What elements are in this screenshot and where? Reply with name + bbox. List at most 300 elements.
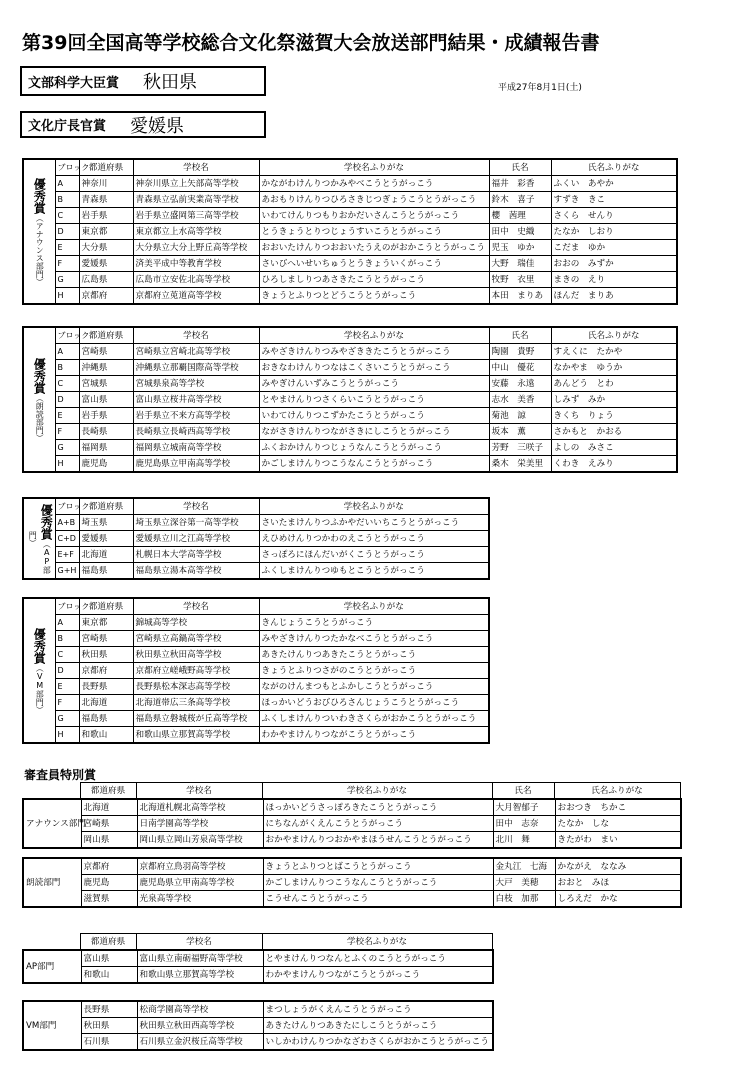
person-name-cell: 児玉 ゆか xyxy=(489,240,551,256)
column-header: ブロック xyxy=(55,598,79,615)
school-cell: 岡山県立岡山芳泉高等学校 xyxy=(137,832,263,849)
column-header: 氏名ふりがな xyxy=(554,783,680,799)
school-furigana-cell: まつしょうがくえんこうとうがっこう xyxy=(263,1001,493,1018)
prefecture-cell: 愛媛県 xyxy=(79,531,133,547)
prefecture-cell: 宮崎県 xyxy=(79,344,133,360)
prefecture-cell: 北海道 xyxy=(79,547,133,563)
group-label-cell: AP部門 xyxy=(23,950,81,983)
person-furigana-cell: きくち りょう xyxy=(551,408,677,424)
school-cell: 富山県立南砺福野高等学校 xyxy=(137,950,263,967)
person-furigana-cell: しみず みか xyxy=(551,392,677,408)
school-furigana-cell: ほっかいどうさっぽろきたこうとうがっこう xyxy=(263,799,493,816)
table-row xyxy=(23,376,677,392)
prefecture-cell: 鹿児島 xyxy=(79,456,133,473)
block-cell: H xyxy=(55,727,79,744)
prefecture-cell: 東京都 xyxy=(79,224,133,240)
prefecture-cell: 沖縄県 xyxy=(79,360,133,376)
table-header-row xyxy=(23,598,489,615)
section-label-sub: （アナウンス部門） xyxy=(35,213,45,286)
group-label-cell: 朗読部門 xyxy=(23,858,81,907)
person-furigana-cell: たなか しおり xyxy=(551,224,677,240)
award-box-monbu xyxy=(20,66,266,96)
section-label-main: 優秀賞 xyxy=(32,357,47,394)
special-group-table xyxy=(22,1000,494,1051)
table-row xyxy=(23,563,489,580)
table-header-row xyxy=(22,934,492,950)
award-winner: 愛媛県 xyxy=(130,115,185,137)
table-row xyxy=(23,950,493,967)
group-label-cell: VM部門 xyxy=(23,1001,81,1050)
column-header: 氏名 xyxy=(489,159,551,176)
column-header: 学校名 xyxy=(136,783,262,799)
award-winner: 秋田県 xyxy=(143,72,198,93)
school-furigana-cell: あおもりけんりつひろさきじつぎょうこうとうがっこう xyxy=(259,192,489,208)
school-cell: 鹿児島県立甲南高等学校 xyxy=(133,456,259,473)
person-name-cell: 芳野 三咲子 xyxy=(489,440,551,456)
section-label xyxy=(32,358,46,442)
block-cell: C xyxy=(55,208,79,224)
school-cell: 和歌山県立那賀高等学校 xyxy=(133,727,259,744)
school-cell: 愛媛県立川之江高等学校 xyxy=(133,531,259,547)
school-furigana-cell: みやぎけんいずみこうとうがっこう xyxy=(259,376,489,392)
award-box-bunka xyxy=(20,111,266,138)
prefecture-cell: 秋田県 xyxy=(79,647,133,663)
prefecture-cell: 宮城県 xyxy=(79,376,133,392)
prefecture-cell: 福島県 xyxy=(79,711,133,727)
table-row xyxy=(23,647,489,663)
table-row xyxy=(23,515,489,531)
prefecture-cell: 鹿児島 xyxy=(81,875,137,891)
prefecture-cell: 愛媛県 xyxy=(79,256,133,272)
school-cell: 福岡県立城南高等学校 xyxy=(133,440,259,456)
column-header: 学校名ふりがな xyxy=(262,934,492,950)
table-row xyxy=(23,858,681,875)
school-furigana-cell: ふくおかけんりつじょうなんこうとうがっこう xyxy=(259,440,489,456)
column-header: 学校名 xyxy=(133,498,259,515)
table-row xyxy=(23,272,677,288)
results-table xyxy=(22,326,678,473)
prefecture-cell: 京都府 xyxy=(79,663,133,679)
school-cell: 和歌山県立那賀高等学校 xyxy=(137,967,263,984)
school-furigana-cell: きょうとふりつとどうこうとうがっこう xyxy=(259,288,489,305)
person-name-cell: 櫻 茜理 xyxy=(489,208,551,224)
column-header: ブロック xyxy=(55,498,79,515)
person-furigana-cell: ふくい あやか xyxy=(551,176,677,192)
school-furigana-cell: みやざきけんりつみやざききたこうとうがっこう xyxy=(259,344,489,360)
school-cell: 大分県立大分上野丘高等学校 xyxy=(133,240,259,256)
school-cell: 京都府立嵯峨野高等学校 xyxy=(133,663,259,679)
school-furigana-cell: かごしまけんりつこうなんこうとうがっこう xyxy=(259,456,489,473)
school-furigana-cell: えひめけんりつかわのえこうとうがっこう xyxy=(259,531,489,547)
table-row xyxy=(23,631,489,647)
block-cell: F xyxy=(55,256,79,272)
table-row xyxy=(23,875,681,891)
school-furigana-cell: おおいたけんりつおおいたうえのがおかこうとうがっこう xyxy=(259,240,489,256)
school-furigana-cell: ふくしまけんりついわきさくらがおかこうとうがっこう xyxy=(259,711,489,727)
column-header: 学校名ふりがな xyxy=(259,327,489,344)
person-name-cell: 鈴木 喜子 xyxy=(489,192,551,208)
prefecture-cell: 京都府 xyxy=(79,288,133,305)
table-row xyxy=(23,240,677,256)
column-header: 学校名ふりがな xyxy=(259,159,489,176)
column-header: 都道府県 xyxy=(79,498,133,515)
prefecture-cell: 埼玉県 xyxy=(79,515,133,531)
table-row xyxy=(23,663,489,679)
prefecture-cell: 長野県 xyxy=(79,679,133,695)
school-furigana-cell: みやざきけんりつたかなべこうとうがっこう xyxy=(259,631,489,647)
school-cell: 沖縄県立那覇国際高等学校 xyxy=(133,360,259,376)
special-group-table xyxy=(22,949,494,984)
school-cell: 長崎県立長崎西高等学校 xyxy=(133,424,259,440)
special-group-table xyxy=(22,798,682,849)
prefecture-cell: 富山県 xyxy=(79,392,133,408)
table-header-row xyxy=(23,498,489,515)
prefecture-cell: 宮崎県 xyxy=(81,816,137,832)
prefecture-cell: 滋賀県 xyxy=(81,891,137,908)
column-header: 氏名 xyxy=(489,327,551,344)
school-cell: 埼玉県立深谷第一高等学校 xyxy=(133,515,259,531)
block-cell: C xyxy=(55,376,79,392)
school-cell: 福島県立湯本高等学校 xyxy=(133,563,259,580)
school-cell: 岩手県立不来方高等学校 xyxy=(133,408,259,424)
table-header-row xyxy=(22,783,680,799)
school-furigana-cell: おきなわけんりつなはこくさいこうとうがっこう xyxy=(259,360,489,376)
table-row xyxy=(23,799,681,816)
table-row xyxy=(23,408,677,424)
prefecture-cell: 岩手県 xyxy=(79,408,133,424)
school-cell: 宮崎県立高鍋高等学校 xyxy=(133,631,259,647)
school-cell: 宮城県泉高等学校 xyxy=(133,376,259,392)
table-row xyxy=(23,424,677,440)
school-cell: 錦城高等学校 xyxy=(133,615,259,631)
column-header: 都道府県 xyxy=(79,598,133,615)
person-furigana-cell: あんどう とわ xyxy=(551,376,677,392)
school-furigana-cell: きんじょうこうとうがっこう xyxy=(259,615,489,631)
block-cell: H xyxy=(55,456,79,473)
person-furigana-cell: さくら せんり xyxy=(551,208,677,224)
table-row xyxy=(23,1001,493,1018)
table-row xyxy=(23,288,677,305)
block-cell: B xyxy=(55,360,79,376)
person-name-cell: 田中 史織 xyxy=(489,224,551,240)
person-furigana-cell: ほんだ まりあ xyxy=(551,288,677,305)
school-furigana-cell: にちなんがくえんこうとうがっこう xyxy=(263,816,493,832)
school-furigana-cell: ながさきけんりつながさきにしこうとうがっこう xyxy=(259,424,489,440)
special-header-table xyxy=(22,933,493,950)
block-cell: B xyxy=(55,192,79,208)
school-cell: 北海道帯広三条高等学校 xyxy=(133,695,259,711)
block-cell: D xyxy=(55,392,79,408)
results-table xyxy=(22,597,490,744)
column-header: ブロック xyxy=(55,159,79,176)
person-name-cell: 北川 舞 xyxy=(493,832,555,849)
person-name-cell: 大月智郁子 xyxy=(493,799,555,816)
school-cell: 青森県立弘前実業高等学校 xyxy=(133,192,259,208)
prefecture-cell: 東京都 xyxy=(79,615,133,631)
award-name: 文化庁長官賞 xyxy=(28,119,107,134)
block-cell: D xyxy=(55,224,79,240)
report-date: 平成27年8月1日(土) xyxy=(498,83,582,93)
table-row xyxy=(23,344,677,360)
person-name-cell: 志水 美香 xyxy=(489,392,551,408)
person-furigana-cell: なかやま ゆうか xyxy=(551,360,677,376)
table-row xyxy=(23,256,677,272)
school-cell: 岩手県立盛岡第三高等学校 xyxy=(133,208,259,224)
person-name-cell: 陶園 貴野 xyxy=(489,344,551,360)
person-name-cell: 大野 瑞佳 xyxy=(489,256,551,272)
school-furigana-cell: ふくしまけんりつゆもとこうとうがっこう xyxy=(259,563,489,580)
section-label-cell xyxy=(23,159,55,304)
school-furigana-cell: わかやまけんりつながこうとうがっこう xyxy=(263,967,493,984)
section-label xyxy=(32,628,46,714)
person-furigana-cell: よしの みさこ xyxy=(551,440,677,456)
person-furigana-cell: まきの えり xyxy=(551,272,677,288)
person-name-cell: 安藤 永遠 xyxy=(489,376,551,392)
table-row xyxy=(23,695,489,711)
section-label-main: 優秀賞 xyxy=(32,177,47,214)
group-label-cell: アナウンス部門 xyxy=(23,799,81,848)
table-header-row xyxy=(23,327,677,344)
prefecture-cell: 北海道 xyxy=(79,695,133,711)
school-cell: 秋田県立秋田高等学校 xyxy=(133,647,259,663)
school-cell: 神奈川県立上矢部高等学校 xyxy=(133,176,259,192)
school-furigana-cell: きょうとふりつとばこうとうがっこう xyxy=(263,858,493,875)
school-cell: 光泉高等学校 xyxy=(137,891,263,908)
block-cell: G xyxy=(55,711,79,727)
column-header: 学校名ふりがな xyxy=(262,783,492,799)
special-award-title: 審査員特別賞 xyxy=(24,768,97,782)
block-cell: E+F xyxy=(55,547,79,563)
school-furigana-cell: ほっかいどうおびひろさんじょうこうとうがっこう xyxy=(259,695,489,711)
page-title: 第39回全国高等学校総合文化祭滋賀大会放送部門結果・成績報告書 xyxy=(22,32,600,54)
section-label-cell xyxy=(23,498,55,579)
column-header: 学校名 xyxy=(133,159,259,176)
person-name-cell: 菊池 諒 xyxy=(489,408,551,424)
table-row xyxy=(23,1034,493,1051)
award-name: 文部科学大臣賞 xyxy=(28,75,120,91)
prefecture-cell: 大分県 xyxy=(79,240,133,256)
prefecture-cell: 宮崎県 xyxy=(79,631,133,647)
results-table xyxy=(22,158,678,305)
block-cell: E xyxy=(55,408,79,424)
person-name-cell: 坂本 薫 xyxy=(489,424,551,440)
column-header: 学校名ふりがな xyxy=(259,598,489,615)
person-name-cell: 福井 彩香 xyxy=(489,176,551,192)
prefecture-cell: 秋田県 xyxy=(81,1018,137,1034)
school-furigana-cell: おかやまけんりつおかやまほうせんこうとうがっこう xyxy=(263,832,493,849)
table-row xyxy=(23,176,677,192)
special-group-table xyxy=(22,857,682,908)
block-cell: C xyxy=(55,647,79,663)
section-label xyxy=(32,178,46,286)
section-label-cell xyxy=(23,327,55,472)
school-furigana-cell: ながのけんまつもとふかしこうとうがっこう xyxy=(259,679,489,695)
school-furigana-cell: かごしまけんりつこうなんこうとうがっこう xyxy=(263,875,493,891)
school-cell: 北海道札幌北高等学校 xyxy=(137,799,263,816)
person-furigana-cell: おおつき ちかこ xyxy=(555,799,681,816)
person-name-cell: 白枝 加那 xyxy=(493,891,555,908)
table-row xyxy=(23,891,681,908)
school-furigana-cell: とうきょうとりつじょうすいこうとうがっこう xyxy=(259,224,489,240)
school-furigana-cell: わかやまけんりつながこうとうがっこう xyxy=(259,727,489,744)
school-furigana-cell: あきたけんりつあきたにしこうとうがっこう xyxy=(263,1018,493,1034)
block-cell: E xyxy=(55,240,79,256)
school-cell: 秋田県立秋田西高等学校 xyxy=(137,1018,263,1034)
school-cell: 石川県立金沢桜丘高等学校 xyxy=(137,1034,263,1051)
table-row xyxy=(23,967,493,984)
block-cell: D xyxy=(55,663,79,679)
block-cell: E xyxy=(55,679,79,695)
column-header: 氏名ふりがな xyxy=(551,327,677,344)
table-row xyxy=(23,208,677,224)
section-label-main: 優秀賞 xyxy=(39,503,54,540)
column-header: 都道府県 xyxy=(80,783,136,799)
prefecture-cell: 和歌山 xyxy=(81,967,137,984)
table-row xyxy=(23,456,677,473)
person-furigana-cell: おおの みずか xyxy=(551,256,677,272)
prefecture-cell: 京都府 xyxy=(81,858,137,875)
school-cell: 松商学園高等学校 xyxy=(137,1001,263,1018)
table-row xyxy=(23,224,677,240)
person-furigana-cell: こだま ゆか xyxy=(551,240,677,256)
column-header: 氏名ふりがな xyxy=(551,159,677,176)
block-cell: G xyxy=(55,440,79,456)
person-name-cell: 桑木 栄美里 xyxy=(489,456,551,473)
column-header: 都道府県 xyxy=(79,159,133,176)
school-cell: 京都府立莵道高等学校 xyxy=(133,288,259,305)
results-table xyxy=(22,497,490,580)
school-furigana-cell: ひろしましりつあさきたこうとうがっこう xyxy=(259,272,489,288)
prefecture-cell: 神奈川 xyxy=(79,176,133,192)
column-header: ブロック xyxy=(55,327,79,344)
school-cell: 札幌日本大学高等学校 xyxy=(133,547,259,563)
person-furigana-cell: すずき きこ xyxy=(551,192,677,208)
school-furigana-cell: いわてけんりつもりおかだいさんこうとうがっこう xyxy=(259,208,489,224)
table-row xyxy=(23,832,681,849)
person-name-cell: 大戸 美穂 xyxy=(493,875,555,891)
school-cell: 鹿児島県立甲南高等学校 xyxy=(137,875,263,891)
school-cell: 日南学園高等学校 xyxy=(137,816,263,832)
table-row xyxy=(23,547,489,563)
school-cell: 福島県立磐城桜が丘高等学校 xyxy=(133,711,259,727)
section-label-sub: （AP部門） xyxy=(28,530,52,574)
table-row xyxy=(23,679,489,695)
prefecture-cell: 岡山県 xyxy=(81,832,137,849)
column-header: 学校名 xyxy=(136,934,262,950)
column-header: 氏名 xyxy=(492,783,554,799)
prefecture-cell: 福島県 xyxy=(79,563,133,580)
block-cell: F xyxy=(55,695,79,711)
table-row xyxy=(23,615,489,631)
person-name-cell: 金丸江 七海 xyxy=(493,858,555,875)
block-cell: A+B xyxy=(55,515,79,531)
column-header: 学校名 xyxy=(133,327,259,344)
table-header-row xyxy=(23,159,677,176)
table-row xyxy=(23,727,489,744)
prefecture-cell: 石川県 xyxy=(81,1034,137,1051)
school-furigana-cell: かながわけんりつかみやべこうとうがっこう xyxy=(259,176,489,192)
column-header: 都道府県 xyxy=(80,934,136,950)
person-name-cell: 本田 まりあ xyxy=(489,288,551,305)
block-cell: A xyxy=(55,344,79,360)
school-furigana-cell: あきたけんりつあきたこうとうがっこう xyxy=(259,647,489,663)
column-header: 学校名 xyxy=(133,598,259,615)
person-furigana-cell: たなか しな xyxy=(555,816,681,832)
person-name-cell: 中山 優花 xyxy=(489,360,551,376)
person-furigana-cell: すえくに たかや xyxy=(551,344,677,360)
table-row xyxy=(23,440,677,456)
person-furigana-cell: さかもと かおる xyxy=(551,424,677,440)
block-cell: G+H xyxy=(55,563,79,580)
school-furigana-cell: いしかわけんりつかなざわさくらがおかこうとうがっこう xyxy=(263,1034,493,1051)
school-cell: 京都府立鳥羽高等学校 xyxy=(137,858,263,875)
school-furigana-cell: とやまけんりつさくらいこうとうがっこう xyxy=(259,392,489,408)
school-cell: 東京都立上水高等学校 xyxy=(133,224,259,240)
block-cell: G xyxy=(55,272,79,288)
person-furigana-cell: おおと みほ xyxy=(555,875,681,891)
school-cell: 広島市立安佐北高等学校 xyxy=(133,272,259,288)
section-label xyxy=(25,499,53,578)
school-furigana-cell: さいたまけんりつふかやだいいちこうとうがっこう xyxy=(259,515,489,531)
prefecture-cell: 広島県 xyxy=(79,272,133,288)
prefecture-cell: 長崎県 xyxy=(79,424,133,440)
person-name-cell: 田中 志奈 xyxy=(493,816,555,832)
prefecture-cell: 岩手県 xyxy=(79,208,133,224)
school-cell: 長野県松本深志高等学校 xyxy=(133,679,259,695)
person-furigana-cell: くわき えみり xyxy=(551,456,677,473)
prefecture-cell: 長野県 xyxy=(81,1001,137,1018)
section-label-cell xyxy=(23,598,55,743)
table-row xyxy=(23,192,677,208)
table-row xyxy=(23,392,677,408)
prefecture-cell: 青森県 xyxy=(79,192,133,208)
school-cell: 宮崎県立宮崎北高等学校 xyxy=(133,344,259,360)
prefecture-cell: 北海道 xyxy=(81,799,137,816)
school-cell: 富山県立桜井高等学校 xyxy=(133,392,259,408)
table-row xyxy=(23,360,677,376)
table-row xyxy=(23,531,489,547)
section-label-main: 優秀賞 xyxy=(32,627,47,664)
school-furigana-cell: いわてけんりつこずかたこうとうがっこう xyxy=(259,408,489,424)
block-cell: A xyxy=(55,615,79,631)
table-row xyxy=(23,816,681,832)
person-name-cell: 牧野 衣里 xyxy=(489,272,551,288)
block-cell: H xyxy=(55,288,79,305)
column-header: 都道府県 xyxy=(79,327,133,344)
special-header-table xyxy=(22,782,681,799)
prefecture-cell: 福岡県 xyxy=(79,440,133,456)
school-furigana-cell: こうせんこうとうがっこう xyxy=(263,891,493,908)
block-cell: A xyxy=(55,176,79,192)
table-row xyxy=(23,1018,493,1034)
section-label-sub: （VM部門） xyxy=(35,663,45,714)
blank-header-cell xyxy=(22,934,80,950)
person-furigana-cell: かながえ ななみ xyxy=(555,858,681,875)
person-furigana-cell: しろえだ かな xyxy=(555,891,681,908)
school-furigana-cell: さいびへいせいちゅうとうきょういくがっこう xyxy=(259,256,489,272)
block-cell: C+D xyxy=(55,531,79,547)
table-row xyxy=(23,711,489,727)
section-label-sub: （朗読部門） xyxy=(35,393,45,442)
school-furigana-cell: きょうとふりつさがのこうとうがっこう xyxy=(259,663,489,679)
prefecture-cell: 富山県 xyxy=(81,950,137,967)
column-header: 学校名ふりがな xyxy=(259,498,489,515)
school-cell: 済美平成中等教育学校 xyxy=(133,256,259,272)
school-furigana-cell: さっぽろにほんだいがくこうとうがっこう xyxy=(259,547,489,563)
prefecture-cell: 和歌山 xyxy=(79,727,133,744)
block-cell: B xyxy=(55,631,79,647)
block-cell: F xyxy=(55,424,79,440)
